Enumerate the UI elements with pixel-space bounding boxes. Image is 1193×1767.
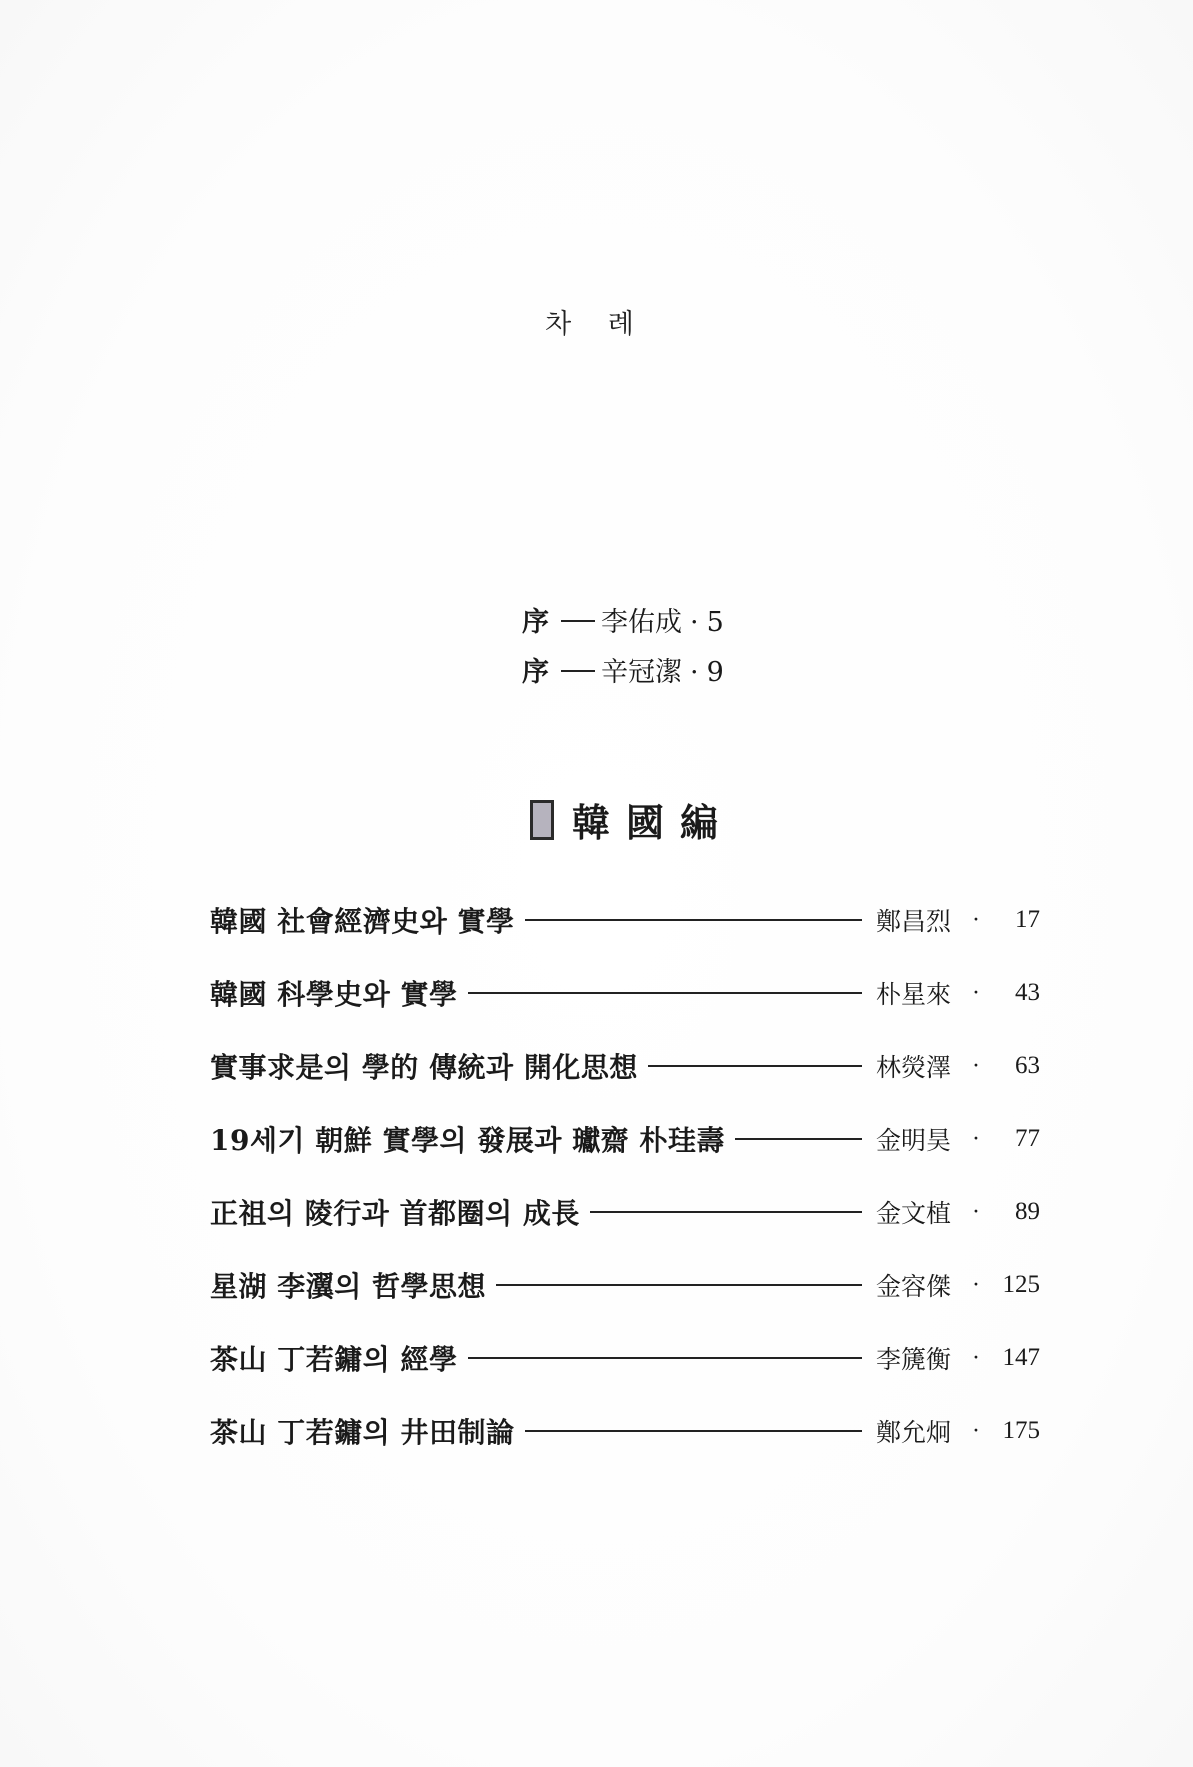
section-marker-icon — [530, 800, 554, 840]
entry-title: 實事求是의 學的 傳統과 開化思想 — [210, 1051, 638, 1084]
preface-page: 9 — [706, 657, 724, 688]
entry-title: 茶山 丁若鏞의 經學 — [210, 1343, 458, 1376]
contents-entry — [210, 1119, 1040, 1159]
leader-line — [496, 1284, 862, 1286]
entry-author: 金文植 — [876, 1199, 952, 1228]
preface-label: 序 — [522, 607, 549, 638]
entry-title: 韓國 社會經濟史와 實學 — [210, 905, 515, 938]
entry-title: 19세기 朝鮮 實學의 發展과 瓛齋 朴珪壽 — [210, 1124, 725, 1157]
preface-entry — [522, 648, 724, 698]
leader-line — [590, 1211, 862, 1213]
separator-dot: · — [972, 980, 980, 1006]
entry-page-number: 175 — [1002, 1417, 1040, 1444]
entry-author: 金明昊 — [876, 1126, 952, 1155]
leader-line — [648, 1065, 862, 1067]
contents-entry — [210, 1411, 1040, 1451]
separator-dot: · — [972, 1345, 980, 1371]
separator-dot: · — [972, 1199, 980, 1225]
entry-page-number: 125 — [1002, 1271, 1040, 1298]
preface-separator-dot: · — [690, 607, 699, 638]
section-title: 韓國編 — [572, 800, 735, 845]
entry-author: 鄭允炯 — [876, 1418, 952, 1447]
entry-page-number: 77 — [1015, 1125, 1040, 1152]
entry-page-number: 17 — [1015, 906, 1040, 933]
entry-page-number: 147 — [1002, 1344, 1040, 1371]
contents-entry — [210, 1192, 1040, 1232]
entry-author: 朴星來 — [876, 980, 952, 1009]
entry-author: 鄭昌烈 — [876, 907, 952, 936]
separator-dot: · — [972, 1126, 980, 1152]
preface-label: 序 — [522, 657, 549, 688]
preface-dash — [561, 620, 595, 622]
preface-separator-dot: · — [690, 657, 699, 688]
leader-line — [468, 1357, 862, 1359]
entry-title: 茶山 丁若鏞의 井田制論 — [210, 1416, 515, 1449]
separator-dot: · — [972, 907, 980, 933]
leader-line — [525, 1430, 862, 1432]
leader-line — [525, 919, 862, 921]
leader-line — [468, 992, 862, 994]
entry-page-number: 63 — [1015, 1052, 1040, 1079]
separator-dot: · — [972, 1418, 980, 1444]
entry-title: 星湖 李瀷의 哲學思想 — [210, 1270, 487, 1303]
contents-entry — [210, 1338, 1040, 1378]
contents-entry — [210, 1265, 1040, 1305]
preface-author: 李佑成 — [601, 607, 682, 638]
separator-dot: · — [972, 1272, 980, 1298]
contents-entry — [210, 1046, 1040, 1086]
contents-entry — [210, 900, 1040, 940]
separator-dot: · — [972, 1053, 980, 1079]
preface-author: 辛冠潔 — [601, 657, 682, 688]
leader-line — [735, 1138, 862, 1140]
entry-author: 林熒澤 — [876, 1053, 952, 1082]
entry-page-number: 89 — [1015, 1198, 1040, 1225]
entry-author: 金容傑 — [876, 1272, 952, 1301]
preface-dash — [561, 670, 595, 672]
entry-title: 正祖의 陵行과 首都圈의 成長 — [210, 1197, 580, 1230]
preface-entry — [522, 598, 724, 648]
entry-author: 李篪衡 — [876, 1345, 952, 1374]
table-of-contents-title: 차 례 — [545, 309, 648, 340]
entry-title: 韓國 科學史와 實學 — [210, 978, 458, 1011]
entry-page-number: 43 — [1015, 979, 1040, 1006]
preface-list — [522, 598, 724, 698]
section-heading — [530, 792, 734, 847]
preface-page: 5 — [706, 607, 724, 638]
contents-entry — [210, 973, 1040, 1013]
